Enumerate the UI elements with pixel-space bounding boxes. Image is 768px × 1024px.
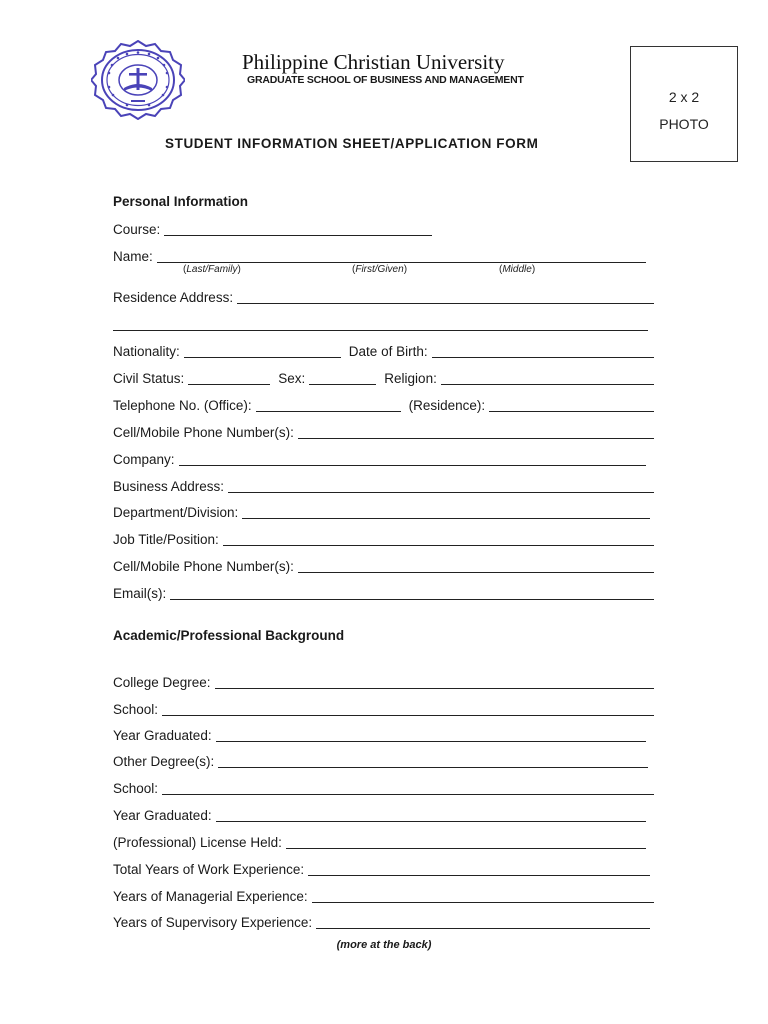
school-field-2[interactable] bbox=[162, 793, 654, 795]
department-row bbox=[113, 503, 654, 521]
school-row bbox=[113, 700, 654, 718]
telephone-row bbox=[113, 396, 654, 414]
company-field[interactable] bbox=[179, 464, 646, 466]
supervisory-field[interactable] bbox=[316, 927, 650, 929]
nationality-field[interactable] bbox=[184, 356, 341, 358]
department-label: Department/Division: bbox=[113, 505, 239, 520]
job-title-label: Job Title/Position: bbox=[113, 532, 219, 547]
school-label-2: School: bbox=[113, 781, 159, 796]
total-years-label: Total Years of Work Experience: bbox=[113, 862, 305, 877]
university-seal-logo bbox=[91, 40, 185, 120]
tel-residence-field[interactable] bbox=[489, 410, 654, 412]
business-address-label: Business Address: bbox=[113, 479, 225, 494]
photo-size-label: 2 x 2 bbox=[668, 89, 700, 105]
name-label: Name: bbox=[113, 249, 153, 264]
cell-field-2[interactable] bbox=[298, 571, 654, 573]
license-label: (Professional) License Held: bbox=[113, 835, 282, 850]
academic-background-heading: Academic/Professional Background bbox=[113, 628, 345, 643]
photo-label: PHOTO bbox=[659, 116, 709, 132]
cell-label-2: Cell/Mobile Phone Number(s): bbox=[113, 559, 294, 574]
cell-row-2 bbox=[113, 557, 654, 575]
managerial-label: Years of Managerial Experience: bbox=[113, 889, 308, 904]
course-row bbox=[113, 220, 654, 238]
name-field[interactable] bbox=[157, 261, 646, 263]
more-at-back-note: (more at the back) bbox=[336, 939, 432, 951]
residence-field[interactable] bbox=[237, 302, 654, 304]
email-row bbox=[113, 584, 654, 602]
job-title-row bbox=[113, 530, 654, 548]
tel-residence-label: (Residence): bbox=[408, 398, 486, 413]
year-graduated-row bbox=[113, 726, 654, 744]
business-address-field[interactable] bbox=[228, 491, 654, 493]
dob-label: Date of Birth: bbox=[348, 344, 428, 359]
business-address-row bbox=[113, 477, 654, 495]
year-graduated-row-2 bbox=[113, 806, 654, 824]
managerial-field[interactable] bbox=[312, 901, 654, 903]
tel-office-field[interactable] bbox=[256, 410, 401, 412]
civil-status-field[interactable] bbox=[188, 383, 270, 385]
sex-label: Sex: bbox=[278, 371, 306, 386]
other-degree-row bbox=[113, 752, 654, 770]
email-label: Email(s): bbox=[113, 586, 167, 601]
residence-row bbox=[113, 288, 654, 306]
year-graduated-field-2[interactable] bbox=[216, 820, 646, 822]
job-title-field[interactable] bbox=[223, 544, 654, 546]
school-row-2 bbox=[113, 779, 654, 797]
school-label: School: bbox=[113, 702, 159, 717]
supervisory-label: Years of Supervisory Experience: bbox=[113, 915, 313, 930]
nationality-label: Nationality: bbox=[113, 344, 180, 359]
cell-row bbox=[113, 423, 654, 441]
religion-field[interactable] bbox=[441, 383, 654, 385]
college-degree-row bbox=[113, 673, 654, 691]
civil-status-row bbox=[113, 369, 654, 387]
name-hint-first: (First/Given) bbox=[352, 264, 408, 275]
year-graduated-label: Year Graduated: bbox=[113, 728, 212, 743]
year-graduated-label-2: Year Graduated: bbox=[113, 808, 212, 823]
dob-field[interactable] bbox=[432, 356, 654, 358]
managerial-row bbox=[113, 887, 654, 905]
course-field[interactable] bbox=[164, 234, 432, 236]
department-field[interactable] bbox=[242, 517, 650, 519]
other-degree-field[interactable] bbox=[218, 766, 648, 768]
cell-field[interactable] bbox=[298, 437, 654, 439]
total-years-field[interactable] bbox=[308, 874, 650, 876]
name-row bbox=[113, 247, 654, 265]
total-years-row bbox=[113, 860, 654, 878]
cell-label: Cell/Mobile Phone Number(s): bbox=[113, 425, 294, 440]
personal-info-heading: Personal Information bbox=[113, 194, 249, 209]
civil-status-label: Civil Status: bbox=[113, 371, 185, 386]
residence-row-2 bbox=[113, 315, 648, 333]
course-label: Course: bbox=[113, 222, 161, 237]
company-label: Company: bbox=[113, 452, 175, 467]
school-field[interactable] bbox=[162, 714, 654, 716]
name-hint-middle: (Middle) bbox=[499, 264, 536, 275]
religion-label: Religion: bbox=[384, 371, 437, 386]
company-row bbox=[113, 450, 654, 468]
name-hint-last: (Last/Family) bbox=[183, 264, 241, 275]
form-title: STUDENT INFORMATION SHEET/APPLICATION FORM bbox=[165, 136, 539, 151]
college-degree-label: College Degree: bbox=[113, 675, 211, 690]
other-degree-label: Other Degree(s): bbox=[113, 754, 215, 769]
college-degree-field[interactable] bbox=[215, 687, 654, 689]
email-field[interactable] bbox=[170, 598, 654, 600]
residence-field-2[interactable] bbox=[113, 329, 648, 331]
license-field[interactable] bbox=[286, 847, 646, 849]
nationality-row bbox=[113, 342, 654, 360]
school-name: GRADUATE SCHOOL OF BUSINESS AND MANAGEMENT bbox=[247, 74, 524, 86]
year-graduated-field[interactable] bbox=[216, 740, 646, 742]
university-name: Philippine Christian University bbox=[242, 50, 505, 74]
photo-placeholder-box[interactable] bbox=[630, 46, 738, 162]
sex-field[interactable] bbox=[309, 383, 376, 385]
supervisory-row bbox=[113, 913, 654, 931]
license-row bbox=[113, 833, 654, 851]
tel-office-label: Telephone No. (Office): bbox=[113, 398, 252, 413]
residence-label: Residence Address: bbox=[113, 290, 234, 305]
